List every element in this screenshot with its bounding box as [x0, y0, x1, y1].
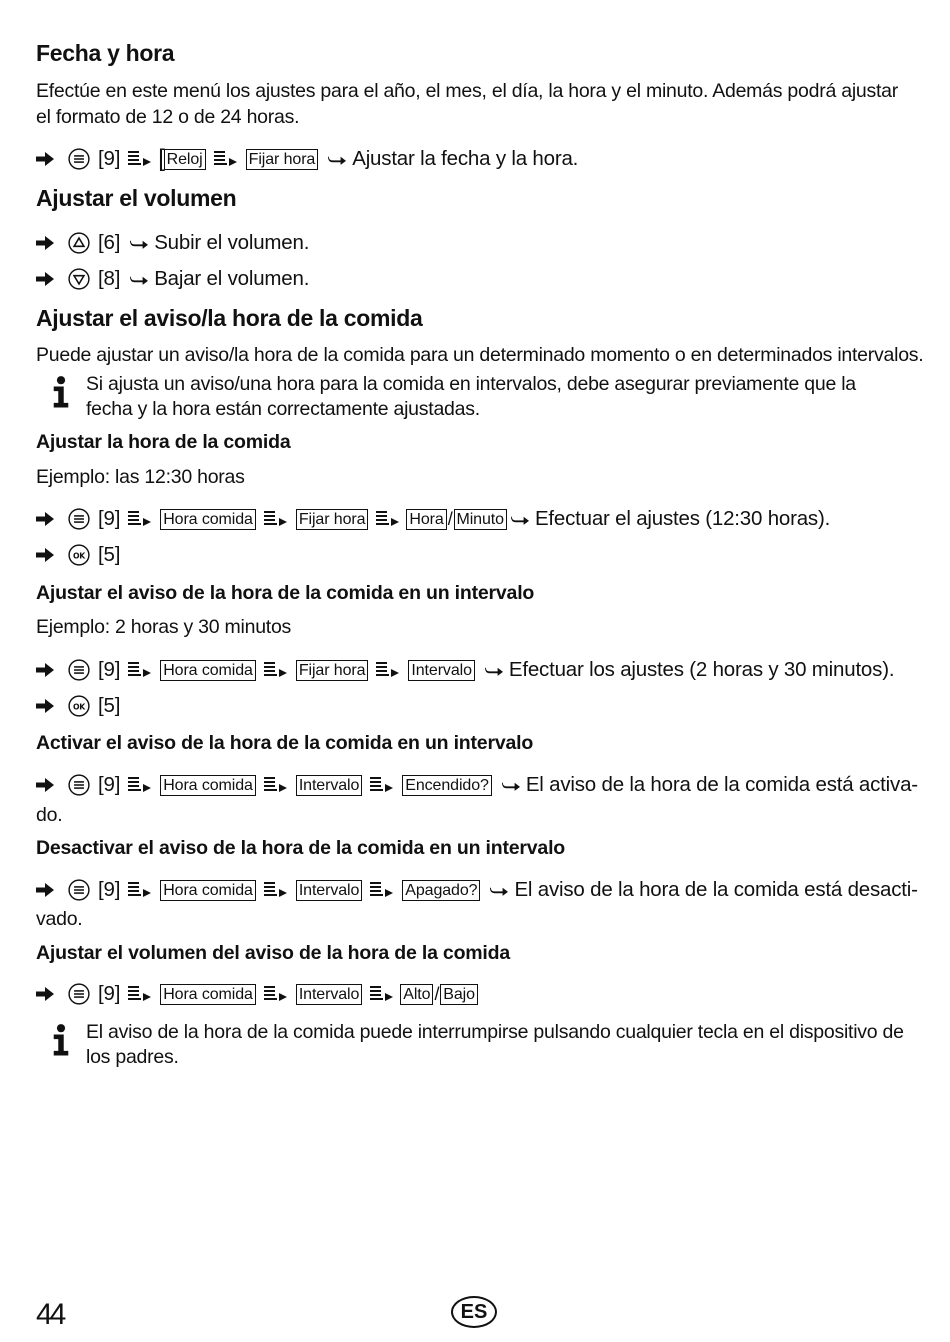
result-arrow-icon	[130, 274, 148, 285]
up-key-icon	[68, 232, 90, 254]
section-title-fecha: Fecha y hora	[36, 40, 175, 66]
menu-next-icon	[128, 510, 152, 528]
slash-separator: /	[434, 983, 440, 1004]
menu-next-icon	[376, 661, 400, 679]
menu-next-icon	[128, 985, 152, 1003]
example-intervalo: Ejemplo: 2 horas y 30 minutos	[36, 616, 292, 638]
result-arrow-icon	[502, 780, 520, 791]
result-arrow-icon	[485, 665, 503, 676]
menu-button-intervalo: Intervalo	[296, 775, 362, 796]
menu-button-minuto: Minuto	[454, 509, 507, 530]
info-icon	[36, 1020, 86, 1070]
menu-key-icon	[68, 148, 90, 170]
menu-next-icon	[128, 661, 152, 679]
menu-key-icon	[68, 659, 90, 681]
menu-next-icon	[264, 776, 288, 794]
key-number: [6]	[98, 231, 121, 254]
action-arrow-icon	[36, 663, 68, 677]
menu-next-icon	[370, 776, 394, 794]
step-activar	[36, 770, 918, 800]
menu-button-fijar-hora: Fijar hora	[246, 149, 319, 170]
step-volumen-up	[36, 228, 309, 258]
menu-button-reloj: Reloj	[164, 149, 206, 170]
menu-next-icon	[376, 510, 400, 528]
key-number: [9]	[98, 658, 121, 681]
step-result: El aviso de la hora de la comida está desacti-	[514, 878, 918, 901]
action-arrow-icon	[36, 699, 68, 713]
key-number: [9]	[98, 878, 121, 901]
key-number: [5]	[98, 543, 121, 566]
menu-next-icon	[128, 150, 152, 168]
step-result: Subir el volumen.	[154, 231, 310, 254]
step-result: El aviso de la hora de la comida está activa-	[525, 773, 918, 796]
subsection-title-hora: Ajustar la hora de la comida	[36, 431, 291, 453]
menu-button-fijar-hora: Fijar hora	[296, 660, 369, 681]
section-body-fecha: Efectúe en este menú los ajustes para el año, el mes, el día, la hora y el minuto. Además podrá ajustar el formato de 12 o de 24 horas.	[36, 80, 899, 128]
step-intervalo-1	[36, 655, 894, 685]
menu-button-bajo: Bajo	[440, 984, 478, 1005]
step-hora-1	[36, 504, 830, 534]
page-number: 44	[36, 1298, 64, 1331]
info-note-2	[36, 1020, 906, 1070]
key-number: [5]	[98, 694, 121, 717]
step-result: Efectuar el ajustes (12:30 horas).	[534, 507, 831, 530]
step-result-continued: do.	[36, 804, 63, 826]
slash-separator: /	[447, 508, 453, 529]
menu-next-icon	[264, 510, 288, 528]
result-arrow-icon	[130, 238, 148, 249]
action-arrow-icon	[36, 883, 68, 897]
menu-button-intervalo: Intervalo	[296, 880, 362, 901]
ok-key-icon	[68, 544, 90, 566]
action-arrow-icon	[36, 236, 68, 250]
info-note-text: Si ajusta un aviso/una hora para la comida en intervalos, debe asegurar previamente que la fecha y la hora están correctamente ajustadas.	[86, 373, 856, 420]
result-arrow-icon	[490, 885, 508, 896]
step-desactivar	[36, 875, 918, 905]
subsection-title-volumen-aviso: Ajustar el volumen del aviso de la hora de la comida	[36, 942, 511, 964]
menu-button-alto: Alto	[400, 984, 433, 1005]
menu-button-hora-comida: Hora comida	[160, 509, 256, 530]
section-title-volumen: Ajustar el volumen	[36, 185, 237, 211]
menu-button-intervalo: Intervalo	[408, 660, 474, 681]
key-number: [8]	[98, 267, 121, 290]
subsection-title-desactivar: Desactivar el aviso de la hora de la comida en un intervalo	[36, 837, 565, 859]
result-arrow-icon	[511, 514, 529, 525]
action-arrow-icon	[36, 987, 68, 1001]
step-volumen-down	[36, 264, 309, 294]
result-arrow-icon	[328, 154, 346, 165]
menu-key-icon	[68, 774, 90, 796]
menu-key-icon	[68, 983, 90, 1005]
step-result: Efectuar los ajustes (2 horas y 30 minutos).	[508, 658, 895, 681]
bracket-glyph: [	[158, 145, 165, 172]
menu-button-hora-comida: Hora comida	[160, 775, 256, 796]
step-result: Ajustar la fecha y la hora.	[352, 147, 579, 170]
menu-button-intervalo: Intervalo	[296, 984, 362, 1005]
subsection-title-intervalo: Ajustar el aviso de la hora de la comida en un intervalo	[36, 582, 535, 604]
key-number: [9]	[98, 982, 121, 1005]
info-note-text: El aviso de la hora de la comida puede interrumpirse pulsando cualquier tecla en el dispositivo de los padres.	[86, 1021, 904, 1068]
key-number: [9]	[98, 773, 121, 796]
action-arrow-icon	[36, 152, 68, 166]
menu-next-icon	[264, 881, 288, 899]
section-title-aviso: Ajustar el aviso/la hora de la comida	[36, 305, 423, 331]
menu-next-icon	[264, 985, 288, 1003]
key-number: [9]	[98, 147, 121, 170]
menu-next-icon	[370, 881, 394, 899]
section-body-aviso: Puede ajustar un aviso/la hora de la comida para un determinado momento o en determinados intervalos.	[36, 344, 924, 366]
menu-next-icon	[128, 776, 152, 794]
action-arrow-icon	[36, 512, 68, 526]
menu-button-hora-comida: Hora comida	[160, 880, 256, 901]
menu-button-encendido: Encendido?	[402, 775, 492, 796]
language-badge: ES	[451, 1296, 497, 1328]
menu-button-fijar-hora: Fijar hora	[296, 509, 369, 530]
down-key-icon	[68, 268, 90, 290]
info-note	[36, 372, 906, 422]
menu-key-icon	[68, 879, 90, 901]
step-result: Bajar el volumen.	[154, 267, 310, 290]
menu-button-hora-comida: Hora comida	[160, 660, 256, 681]
key-number: [9]	[98, 507, 121, 530]
action-arrow-icon	[36, 272, 68, 286]
action-arrow-icon	[36, 548, 68, 562]
menu-key-icon	[68, 508, 90, 530]
info-icon	[36, 372, 86, 422]
action-arrow-icon	[36, 778, 68, 792]
menu-next-icon	[370, 985, 394, 1003]
menu-button-hora-comida: Hora comida	[160, 984, 256, 1005]
subsection-title-activar: Activar el aviso de la hora de la comida en un intervalo	[36, 732, 534, 754]
step-fecha	[36, 144, 578, 174]
menu-next-icon	[214, 150, 238, 168]
menu-button-apagado: Apagado?	[402, 880, 480, 901]
example-hora: Ejemplo: las 12:30 horas	[36, 466, 245, 488]
step-hora-2	[36, 540, 126, 570]
step-intervalo-2	[36, 691, 126, 721]
menu-next-icon	[264, 661, 288, 679]
ok-key-icon	[68, 695, 90, 717]
menu-next-icon	[128, 881, 152, 899]
step-result-continued: vado.	[36, 908, 83, 930]
menu-button-hora: Hora	[406, 509, 446, 530]
step-volumen-aviso	[36, 979, 478, 1009]
